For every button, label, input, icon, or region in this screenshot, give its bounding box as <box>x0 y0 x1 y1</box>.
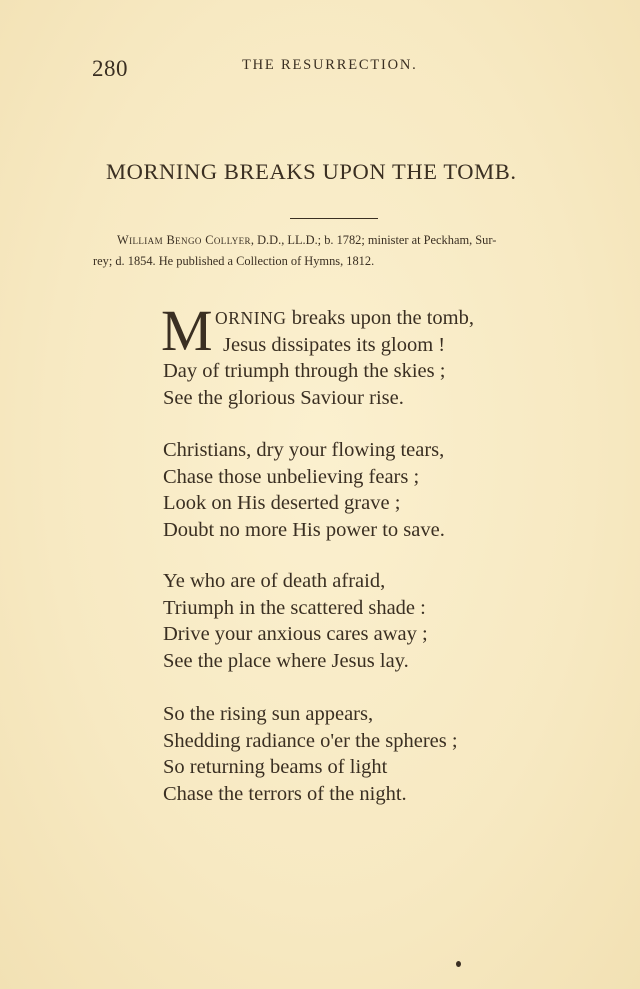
stanza-1 <box>163 305 583 411</box>
author-name: William Bengo Collyer <box>117 233 251 247</box>
hymn-title: MORNING BREAKS UPON THE TOMB. <box>106 159 517 184</box>
poem-line: Look on His deserted grave ; <box>163 492 401 514</box>
poem-line: Ye who are of death afraid, <box>163 570 386 592</box>
printer-mark <box>456 961 461 967</box>
poem-line: So the rising sun appears, <box>163 703 374 725</box>
poem-line: Doubt no more His power to save. <box>163 518 445 541</box>
page-number: 280 <box>92 56 128 81</box>
poem-line: See the glorious Saviour rise. <box>163 386 404 409</box>
poem-line: Chase the terrors of the night. <box>163 782 407 805</box>
stanza-4 <box>163 701 583 807</box>
drop-cap: M <box>161 298 212 363</box>
poem-line: So returning beams of light <box>163 756 388 778</box>
attribution <box>93 230 591 272</box>
first-word-caps: ORNING <box>215 308 287 328</box>
poem-line: Day of triumph through the skies ; <box>163 360 446 382</box>
stanza-2 <box>163 437 583 543</box>
title-divider <box>290 218 378 219</box>
poem-line: Chase those unbelieving fears ; <box>163 465 420 488</box>
attribution-line-2: rey; d. 1854. He published a Collection of Hymns, 1812. <box>93 254 375 268</box>
first-line-rest: breaks upon the tomb, <box>286 307 474 329</box>
attribution-line-1 <box>93 230 591 251</box>
poem-line <box>163 305 583 332</box>
running-head: THE RESURRECTION. <box>242 57 418 73</box>
poem-line: Shedding radiance o'er the spheres ; <box>163 729 458 752</box>
poem-line: See the place where Jesus lay. <box>163 649 409 672</box>
poem-line: Christians, dry your flowing tears, <box>163 439 445 461</box>
stanza-3 <box>163 568 583 674</box>
poem-line: Jesus dissipates its gloom ! <box>223 333 446 356</box>
poem-line: Triumph in the scattered shade : <box>163 596 426 619</box>
attribution-details: , D.D., LL.D.; b. 1782; minister at Peckham, Sur- <box>250 233 497 247</box>
poem-line: Drive your anxious cares away ; <box>163 623 428 645</box>
